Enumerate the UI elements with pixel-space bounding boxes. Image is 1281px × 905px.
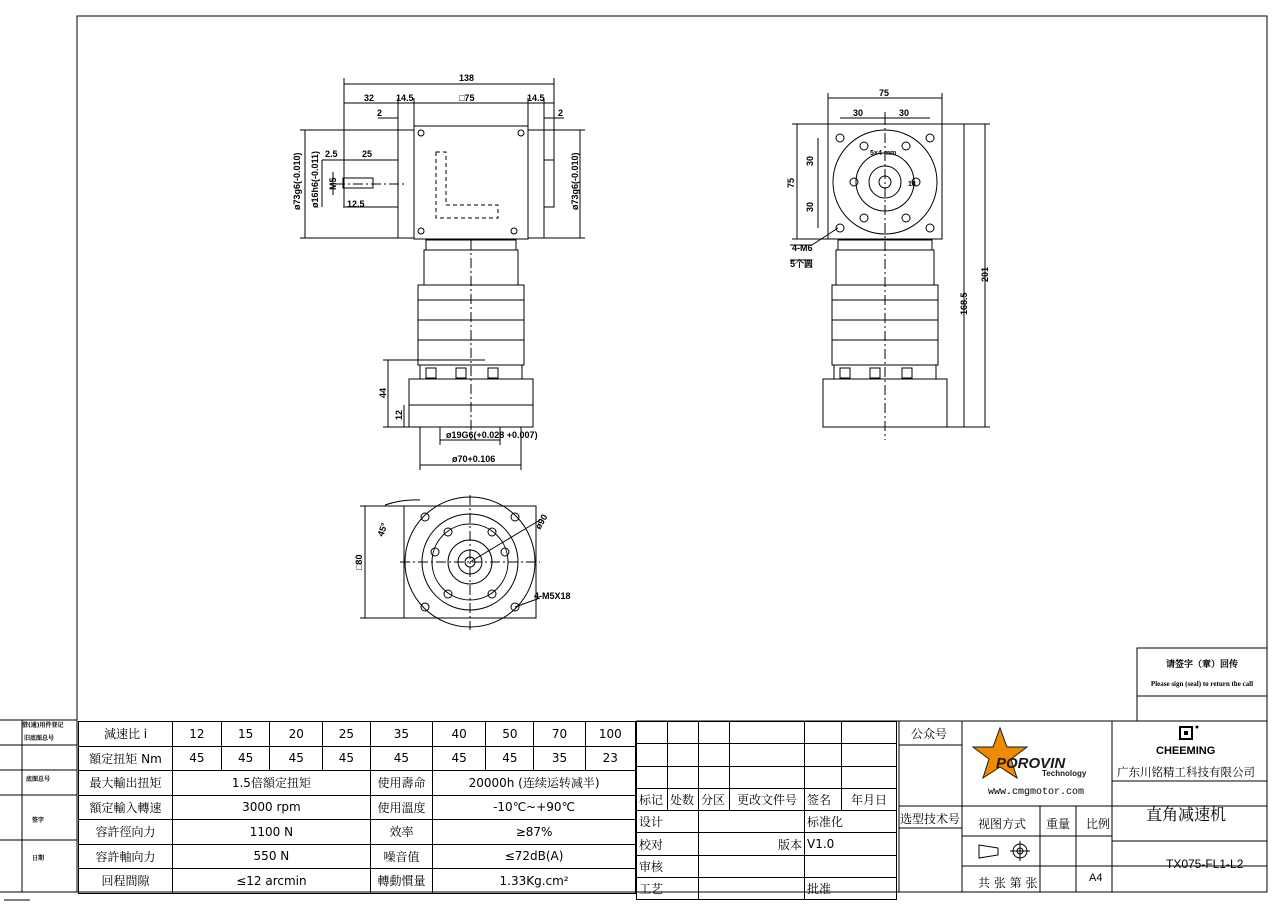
torque-row	[79, 746, 636, 771]
torque-cell: 45	[370, 746, 432, 771]
ratio-cell: 100	[585, 722, 635, 747]
ratio-cell: 70	[534, 722, 585, 747]
paper-size: A4	[1089, 872, 1103, 884]
spec-row	[79, 820, 636, 845]
dim-side-30a: 30	[853, 108, 864, 118]
torque-cell: 45	[221, 746, 270, 771]
ratio-cell: 25	[323, 722, 371, 747]
dim-side-v75: 75	[786, 177, 796, 188]
cheeming-logo	[1180, 726, 1199, 740]
spec-label: 使用溫度	[370, 795, 432, 820]
rev-header-sign: 签名	[805, 788, 842, 810]
strip-label-4: 签字	[32, 817, 45, 824]
torque-cell: 45	[173, 746, 222, 771]
dim-left-32: 32	[364, 93, 375, 103]
dim-side-v30a: 30	[805, 155, 815, 166]
side-view	[790, 93, 990, 440]
spec-row	[79, 844, 636, 869]
torque-cell: 23	[585, 746, 635, 771]
dim-right-14-5: 14.5	[527, 93, 545, 103]
torque-cell: 45	[323, 746, 371, 771]
porovin-logo	[973, 728, 1087, 778]
spec-row	[79, 869, 636, 894]
dim-key-m5: M5	[328, 177, 338, 190]
scale-label: 比例	[1086, 817, 1111, 831]
torque-label: 額定扭矩 Nm	[79, 746, 173, 771]
dim-45deg: 45°	[375, 521, 390, 538]
spec-label: 額定輸入轉速	[79, 795, 173, 820]
strip-label-3: 底图总号	[26, 776, 51, 783]
dim-two-left: 2	[377, 108, 383, 118]
stamp-en: Please sign (seal) to return the call	[1150, 680, 1254, 688]
spec-value: ≥87%	[433, 820, 636, 845]
rev-header-doc: 更改文件号	[730, 788, 805, 810]
spec-label: 效率	[370, 820, 432, 845]
spec-label: 回程間隙	[79, 869, 173, 894]
standard-label: 标准化	[805, 811, 897, 833]
spec-row	[79, 771, 636, 796]
dim-side-30b: 30	[899, 108, 910, 118]
spec-label: 轉動慣量	[370, 869, 432, 894]
model-number: TX075-FL1-L2	[1166, 857, 1244, 871]
spec-label: 容許徑向力	[79, 820, 173, 845]
strip-label-1: 借(通)用件登记	[22, 722, 64, 729]
cheeming-brand: CHEEMING	[1156, 745, 1216, 757]
spec-label: 最大輸出扭矩	[79, 771, 173, 796]
dim-left-14-5: 14.5	[396, 93, 414, 103]
spec-value: ≤12 arcmin	[173, 869, 371, 894]
stamp-cn: 请签字（章）回传	[1165, 660, 1239, 670]
logo-brand: POROVIN	[996, 755, 1066, 772]
torque-cell: 45	[486, 746, 534, 771]
select-tech-label: 选型技术号	[900, 812, 961, 826]
product-title: 直角减速机	[1146, 805, 1227, 824]
approve-label: 批准	[805, 878, 897, 900]
dim-side-75: 75	[879, 88, 890, 98]
ratio-cell: 50	[486, 722, 534, 747]
dim-flange-dia: ø70+0.106	[452, 454, 496, 464]
dim-side-v30b: 30	[805, 201, 815, 212]
dim-total-length: 138	[459, 73, 475, 83]
dim-h44: 44	[378, 387, 388, 398]
strip-label-2: 旧底图总号	[24, 735, 55, 742]
view-label: 视图方式	[978, 817, 1027, 831]
rev-header-zone: 分区	[699, 788, 730, 810]
weight-label: 重量	[1046, 817, 1071, 831]
projection-symbol-icon	[979, 841, 1030, 861]
spec-label: 容許軸向力	[79, 844, 173, 869]
ratio-cell: 15	[221, 722, 270, 747]
dim-side-201: 201	[980, 266, 990, 282]
flange-view	[360, 495, 540, 630]
ratio-row	[79, 722, 636, 747]
logo-sub: Technology	[1042, 769, 1087, 778]
company-name: 广东川铭精工科技有限公司	[1117, 765, 1255, 779]
rev-header-mark: 标记	[637, 788, 668, 810]
dim-2-5: 2.5	[325, 149, 338, 159]
dim-side-18: 18	[908, 181, 916, 188]
torque-cell: 45	[270, 746, 323, 771]
version-label: 版本	[699, 833, 805, 855]
torque-cell: 45	[433, 746, 486, 771]
check-label: 校对	[637, 833, 699, 855]
spec-value: 1100 N	[173, 820, 371, 845]
spec-value: 3000 rpm	[173, 795, 371, 820]
dim-bolt-holes: 4-M5X18	[534, 591, 571, 601]
ratio-cell: 40	[433, 722, 486, 747]
dim-center-square: □75	[459, 93, 475, 103]
spec-value: 550 N	[173, 844, 371, 869]
spec-row	[79, 795, 636, 820]
rev-header-count: 处数	[668, 788, 699, 810]
spec-value: ≤72dB(A)	[433, 844, 636, 869]
dim-12-5: 12.5	[347, 199, 365, 209]
wechat-label: 公众号	[911, 727, 948, 741]
dim-two-right: 2	[558, 108, 564, 118]
spec-value: 1.33Kg.cm²	[433, 869, 636, 894]
dim-flange-90: ø90	[533, 512, 550, 531]
dim-key: 5×4 mm	[870, 150, 897, 157]
review-label: 审核	[637, 855, 699, 877]
dim-holes-4m6: 4-M6	[792, 243, 813, 253]
ratio-cell: 12	[173, 722, 222, 747]
spec-value: -10℃~+90℃	[433, 795, 636, 820]
dim-shaft-dia: ø16h6(-0.011)	[310, 150, 320, 208]
sheet-count: 共 张 第 张	[978, 876, 1038, 890]
dim-dia-right: ø73g6(-0.010)	[570, 152, 580, 210]
strip-label-5: 日期	[32, 855, 45, 862]
version-value: V1.0	[805, 833, 897, 855]
dim-dia-left: ø73g6(-0.010)	[292, 152, 302, 210]
rev-header-date: 年月日	[842, 788, 897, 810]
revision-table	[636, 721, 897, 900]
torque-cell: 35	[534, 746, 585, 771]
ratio-cell: 35	[370, 722, 432, 747]
spec-table	[78, 721, 636, 894]
ratio-label: 減速比 i	[79, 722, 173, 747]
design-label: 设计	[637, 811, 699, 833]
spec-value: 1.5倍額定扭矩	[173, 771, 371, 796]
dim-h12: 12	[394, 409, 404, 420]
dim-side-168: 168.5	[959, 292, 969, 315]
spec-value: 20000h (连续运转减半)	[433, 771, 636, 796]
craft-label: 工艺	[637, 878, 699, 900]
dim-depth: 5个圆	[790, 259, 814, 269]
dim-square-80: □80	[354, 554, 364, 570]
dim-output-dia: ø19G6(+0.028 +0.007)	[446, 430, 538, 440]
front-view	[300, 78, 585, 470]
website: www.cmgmotor.com	[988, 787, 1085, 798]
dim-25: 25	[362, 149, 373, 159]
ratio-cell: 20	[270, 722, 323, 747]
spec-label: 使用壽命	[370, 771, 432, 796]
spec-label: 噪音值	[370, 844, 432, 869]
